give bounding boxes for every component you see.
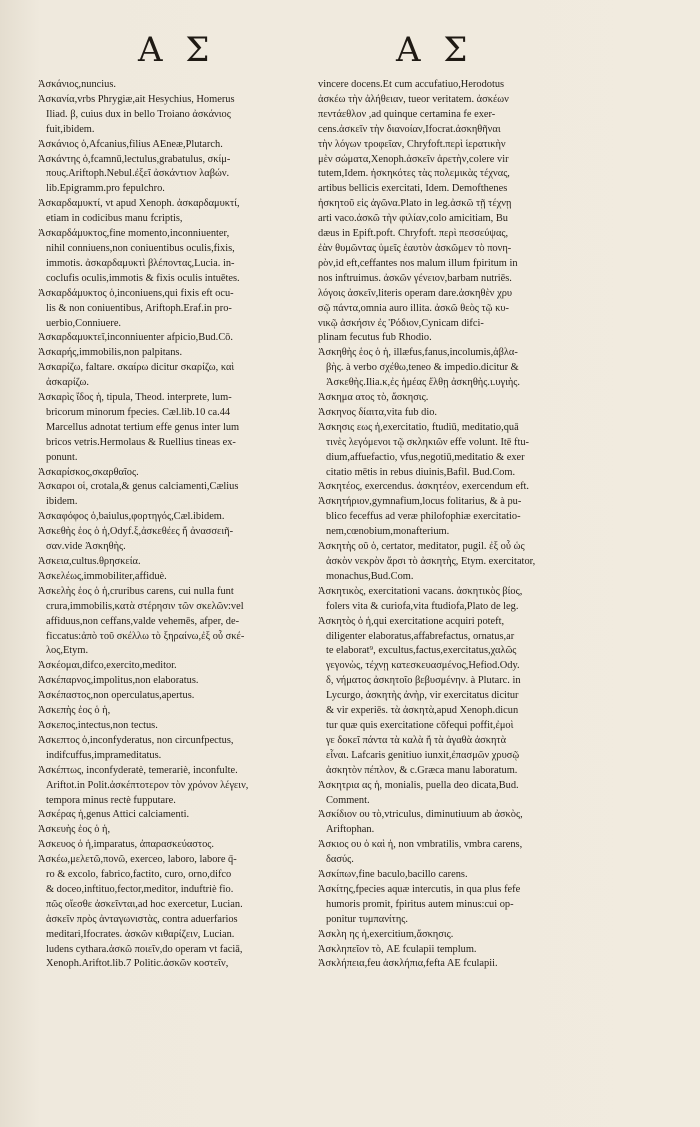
entry-line: νικῷ ἀσκήσιν ἐς Ῥόδιον,Cynicam difci- — [318, 317, 484, 329]
entry-line: ludens cythara.ἀσκῶ ποιεῖν,do operam vt faciā, — [46, 943, 243, 955]
entry-line: Ἀσκλη ης ἡ,exercitium,ἄσκησις. — [318, 928, 454, 940]
entry-line: Ἀσκανία,vrbs Phrygiæ,ait Hesychius, Homerus — [38, 93, 235, 105]
entry-line: Ariftot.in Polit.ἀσκέπτοτερον τὸν χρόνον λέγειν, — [46, 779, 249, 791]
entry-line: ἀσκαρίζω. — [46, 377, 89, 389]
entry-line: Ἀσκεπὴς ἑος ὁ ἡ, — [38, 705, 111, 717]
entry-line: Ἀσκητὴς οῦ ὁ, certator, meditator, pugil. ἐξ οὗ ὡς — [318, 541, 525, 553]
header-letters-right: Α Σ — [396, 30, 474, 70]
entry-line: immotis. ἀσκαρδαμυκτὶ βλέποντας,Lucia. in- — [46, 257, 235, 269]
entry-line: nos inftruimus. ἀσκῶν γένειον,barbam nutriēs. — [318, 272, 512, 284]
entry-line: Ἀσκαρίζω, faltare. σκαίρω dicitur σκαρίζω, καὶ — [38, 362, 235, 374]
entry-line: Ἀσκεθὴς.Ilia.κ,ἐς ἡμέας ἔλθῃ ἀσκηθὴς.ι.υγιὴς. — [326, 377, 521, 389]
entry-line: diligenter elaboratus,affabrefactus, ornatus,ar — [326, 630, 515, 642]
entry-line: coclufis oculis,immotis & fixis oculis intuētes. — [46, 272, 240, 284]
entry-line: Ἀσκλήπεια,feu ἀσκλήπια,fefta AE fculapii. — [318, 958, 498, 970]
entry-line: meditari,Ifocrates. ἀσκῶν κιθαρίζειν, Lucian. — [46, 928, 235, 940]
entry-line: vincere docens.Et cum accufatiuo,Herodotus — [318, 79, 505, 90]
entry-line: etiam in codicibus manu fcriptis, — [46, 213, 183, 225]
entry-line: plinam fecutus fub Rhodio. — [318, 332, 432, 344]
entry-line: artibus bellicis exercitati, Idem. Demofthenes — [318, 183, 508, 195]
entry-line: Ἀσκάντης ὁ,fcamnū,lectulus,grabatulus, σκίμ- — [38, 153, 231, 165]
entry-line: ἀσκεῖν πρὸς ἀνταγωνιστὰς, contra aduerfarios — [46, 913, 238, 925]
entry-line: ἀσκέω τὴν ἀλήθειαν, tueor veritatem. ἀσκέων — [318, 93, 509, 105]
entry-line: Ἀσκησις εως ἡ,exercitatio, ftudiū, meditatio,quā — [318, 421, 519, 433]
entry-line: Ἀσκέω,μελετῶ,πονῶ, exerceo, laboro, labore q̄- — [38, 854, 237, 866]
running-header — [0, 30, 700, 70]
entry-line: Ἀσκληπεῖον τὸ, AE fculapii templum. — [318, 943, 477, 955]
entry-line: fuit,ibidem. — [46, 123, 95, 135]
entry-line: Ἀσκιος ου ὁ καὶ ἡ, non vmbratilis, vmbra carens, — [318, 839, 523, 851]
entry-line: cens.ἀσκεῖν τὴν διανοίαν,Ifocrat.ἀσκηθῆναι — [318, 123, 501, 135]
entry-line: Xenoph.Ariftot.lib.7 Politic.ἀσκῶν κοστεῖν, — [46, 958, 229, 970]
entry-line: Marcellus adnotat tertium effe genus inter lum — [46, 421, 240, 433]
entry-line: Ἀσκεπος,intectus,non tectus. — [38, 719, 158, 731]
entry-line: Ariftophan. — [326, 824, 375, 836]
entry-line: Ἀσκητὸς ὁ ἡ,qui exercitatione acquiri poteft, — [318, 615, 505, 627]
right-column — [318, 78, 610, 972]
entry-line: Ἀσκέρας ἡ,genus Attici calciamenti. — [38, 809, 190, 821]
entry-line: Ἀσκαρδαμυκτί, vt apud Xenoph. ἀσκαρδαμυκτί, — [38, 198, 240, 210]
entry-line: ibidem. — [46, 496, 78, 508]
entry-line: bricorum minorum fpecies. Cæl.lib.10 ca.44 — [46, 406, 231, 418]
entry-line: Ἀσκίτης,fpecies aquæ intercutis, in qua plus fefe — [318, 883, 521, 895]
entry-line: Ἀσκαρδάμυκτος,fine momento,inconniuenter, — [38, 228, 230, 240]
entry-line: βὴς. à verbo σχέθω,teneo & impedio.dicitur & — [326, 362, 519, 374]
entry-line: monachus,Bud.Com. — [326, 570, 414, 582]
entry-line: lib.Epigramm.pro fepulchro. — [46, 183, 165, 195]
entry-line: λόγοις ἀσκεῖν,literis operam dare.ἀσκηθὲν χρυ — [318, 287, 513, 299]
entry-line: tutem,Idem. ἠσκηκότες τὰς πολεμικὰς τέχνας, — [318, 168, 510, 180]
entry-line: & vir experiēs. τὰ ἀσκητὰ,apud Xenoph.dicun — [326, 705, 519, 717]
entry-line: Ἀσκέπαρνος,impolitus,non elaboratus. — [38, 675, 199, 687]
entry-line: Ἀσκέπαστος,non operculatus,apertus. — [38, 690, 195, 702]
entry-line: citatio mētis in rebus diuinis,Bafil. Bud.Com. — [326, 466, 516, 478]
entry-line: indifcuffus,imprameditatus. — [46, 749, 162, 761]
entry-line: Ἀσκαροι οἱ, crotala,& genus calciamenti,Cælius — [38, 481, 239, 493]
entry-line: & doceo,inftituo,fector,meditor, induftriè fio. — [46, 883, 234, 895]
entry-line: εἶναι. Lafcaris genitiuo iunxit,ἐπασμῶν χρυσῷ — [326, 749, 520, 761]
entry-line: ponunt. — [46, 451, 78, 463]
entry-line: ἠσκητοῦ εἰς ἀγῶνα.Plato in leg.ἀσκῶ τῇ τέχνῃ — [318, 198, 512, 210]
entry-line: Iliad. β, cuius dux in bello Troiano ἀσκάνιος — [46, 108, 231, 120]
entry-line: Ἀσκητρια ας ἡ, monialis, puella deo dicata,Bud. — [318, 779, 519, 791]
entry-line: Ἀσκεπτος ὁ,inconfyderatus, non circunfpectus, — [38, 734, 234, 746]
entry-line: ἀσκὸν νεκρὸν ἄρσι τὸ ἀσκητὴς, Etym. exercitator, — [326, 556, 536, 567]
entry-line: dium,affuefactio, vfus,negotiū,meditatio & exer — [326, 451, 525, 463]
entry-line: uerbio,Conniuere. — [46, 317, 122, 329]
header-letters-left: Α Σ — [138, 30, 216, 70]
entry-line: Ἀσκέπτως, inconfyderatè, temerariè, inconfulte. — [38, 764, 238, 776]
entry-line: γε δοκεῖ πάντα τὰ καλὰ ἤ τὰ ἀγαθὰ ἀσκητὰ — [326, 734, 507, 746]
entry-line: folers vita & curiofa,vita ftudiofa,Plato de leg. — [326, 600, 519, 612]
entry-line: Ἀσκαφόφος ὁ,baiulus,φορτηγός,Cæl.ibidem. — [38, 511, 225, 523]
entry-line: Ἀσκάνιος,nuncius. — [38, 79, 117, 90]
entry-line: πους.Ariftoph.Nebul.ἐξεῖ ἀσκάντιον λαβών. — [46, 168, 230, 180]
entry-line: ἀσκητὸν πέπλον, & c.Græca manu laboratum. — [326, 764, 518, 776]
entry-line: bricos vetris.Hermolaus & Ruellius tineas ex- — [46, 436, 236, 448]
entry-line: πῶς οἴεσθε ἀσκεῖνται,ad hoc exercetur, Lucian. — [46, 898, 243, 910]
entry-line: ἐὰν θυμῶντας ὑμεῖς ἑαυτὸν ἀσκῶμεν τὸ πονη- — [318, 242, 512, 254]
entry-line: Ἀσκημα ατος τὸ, ἄσκησις. — [318, 392, 429, 404]
entry-line: tempora minus rectè fupputare. — [46, 794, 176, 806]
entry-line: affiduus,non ceffans,valde vehemēs, afper, de- — [46, 615, 240, 627]
entry-line: blico feceffus ad veræ philofophiæ exercitatio- — [326, 511, 521, 523]
entry-line: te elaborat⁹, excultus,factus,exercitatus,χαλῶς — [326, 645, 517, 657]
entry-line: Ἀσκητήριον,gymnafium,locus folitarius, & à pu- — [318, 496, 522, 508]
entry-line: ro & excolo, fabrico,factito, curo, orno,difco — [46, 869, 232, 881]
entry-line: σαν.vide Ἀσκηθὴς. — [46, 541, 126, 553]
entry-line: crura,immobilis,κατὰ στέρησιν τῶν σκελῶν:vel — [46, 600, 244, 612]
entry-line: nem,cœnobium,monafterium. — [326, 526, 450, 538]
entry-line: humoris promit, fpiritus autem minus:cui op- — [326, 898, 514, 910]
entry-line: Ἀσκάνιος ὁ,Afcanius,filius AEneæ,Plutarch. — [38, 138, 223, 150]
left-column — [38, 78, 330, 972]
entry-line: σῷ πάντα,omnia auro illita. ἀσκῶ θεὸς τῷ κυ- — [318, 302, 509, 314]
entry-line: Ἀσκαρίσκος,σκαρθαῖος. — [38, 466, 139, 478]
entry-line: Ἀσκαρὶς ἴδος ἡ, tipula, Theod. interprete, lum- — [38, 392, 232, 404]
entry-line: Ἀσκητικὸς, exercitationi vacans. ἀσκητικὸς βίος, — [318, 585, 523, 597]
entry-line: tur quæ quis exercitatione cōfequi poffit,ἐμοὶ — [326, 719, 514, 731]
entry-line: Ἀσκευὴς ἑος ὁ ἡ, — [38, 824, 111, 836]
entry-line: δ, νήματος ἀσκητοῖο βεβυσμένην. à Plutarc. in — [326, 675, 521, 687]
entry-line: Lycurgo, ἀσκητὴς ἀνὴρ, vir exercitatus dicitur — [326, 690, 519, 702]
entry-line: γεγονὼς, τέχνῃ κατεσκευασμένος,Hefiod.Ody. — [326, 660, 520, 672]
entry-line: Ἀσκηθὴς ἑος ὁ ἡ, illæfus,fanus,incolumis,ἀβλα- — [318, 347, 518, 359]
entry-line: τὴν λόγων τροφεῖαν, Chryfoft.περὶ ἱερατικὴν — [318, 138, 506, 150]
entry-line: Comment. — [326, 794, 370, 806]
entry-line: Ἀσκέομαι,difco,exercito,meditor. — [38, 660, 177, 672]
entry-line: τινὲς λεγόμενοι τῷ σκληκιῶν effe volunt. Itē ftu- — [326, 436, 530, 448]
entry-line: nihil conniuens,non coniuentibus oculis,fixis, — [46, 242, 235, 254]
entry-line: ρὸν,id eft,ceffantes nos malum illum fpiritum in — [318, 257, 518, 269]
entry-line: Ἀσκεθὴς ἑος ὁ ἡ,Odyf.ξ,ἀσκεθέες ἤ ἀνασσειῆ- — [38, 526, 234, 538]
entry-line: Ἀσκεια,cultus.θρησκεία. — [38, 556, 141, 567]
entry-line: Ἀσκευος ὁ ἡ,imparatus, ἀπαρασκεύαστος. — [38, 839, 214, 851]
entry-line: δασύς. — [326, 854, 354, 866]
entry-line: arti vaco.ἀσκῶ τὴν φιλίαν,colo amicitiam, Bu — [318, 213, 508, 225]
entry-line: Ἀσκαρδάμυκτος ὁ,inconiuens,qui fixis eft ocu- — [38, 287, 234, 299]
entry-line: Ἀσκίδιον ου τὸ,vtriculus, diminutiuum ab ἀσκὸς, — [318, 809, 523, 821]
entry-line: Ἀσκαρδαμυκτεῖ,inconniuenter afpicio,Bud.Cō. — [38, 332, 233, 344]
entry-line: πεντάεθλον ,ad quinque certamina fe exer- — [318, 108, 496, 120]
entry-line: Ἀσκελὴς ἑος ὁ ἡ,cruribus carens, cui nulla funt — [38, 585, 234, 597]
entry-line: Ἀσκίπων,fine baculo,bacillo carens. — [318, 869, 468, 881]
entry-line: lis & non coniuentibus, Ariftoph.Eraf.in pro- — [46, 302, 232, 314]
entry-line: Ἀσκελέως,immobiliter,affiduè. — [38, 570, 167, 582]
entry-line: ponitur τυμπανίτης. — [326, 913, 409, 925]
entry-line: μὲν σώματα,Xenoph.ἀσκεῖν ἀρετὴν,colere vir — [318, 153, 509, 165]
entry-line: λος,Etym. — [46, 645, 89, 657]
entry-line: Ἀσκαρής,immobilis,non palpitans. — [38, 347, 183, 359]
entry-line: Ἀσκηνος δίαιτα,vita fub dio. — [318, 406, 438, 418]
entry-line: dæus in Epift.poft. Chryfoft. περὶ πεσσεύψας, — [318, 228, 509, 240]
entry-line: Ἀσκητέος, exercendus. ἀσκητέον, exercendum eft. — [318, 481, 530, 493]
entry-line: ficcatus:ἀπὸ τοῦ σκέλλω τὸ ξηραίνω,ἐξ οὗ σκέ- — [46, 630, 245, 642]
